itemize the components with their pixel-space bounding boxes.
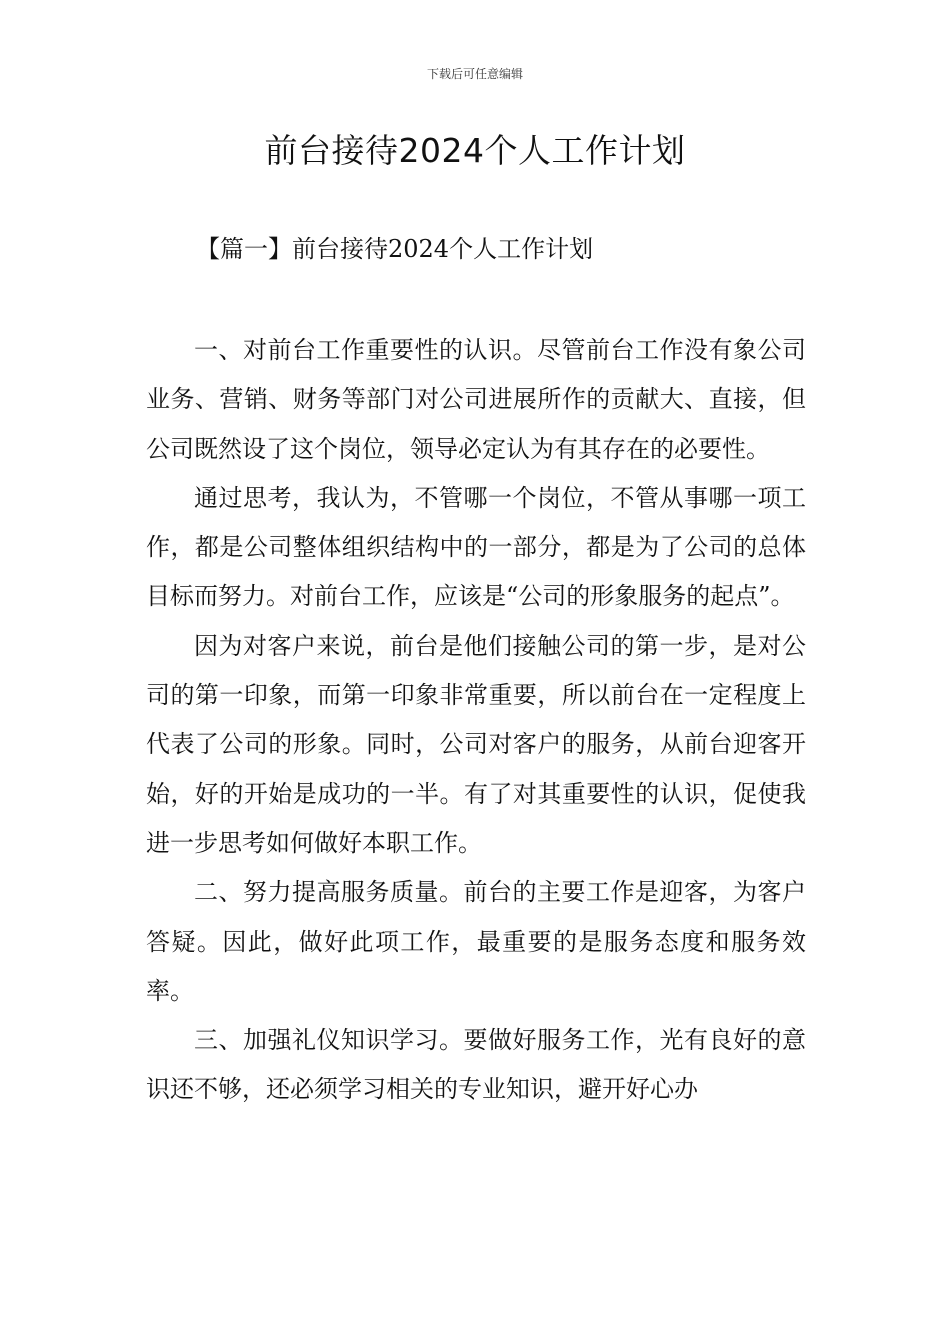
paragraph-etiquette: 三、加强礼仪知识学习。要做好服务工作，光有良好的意识还不够，还必须学习相关的专业知识，避开好心办 <box>146 1026 806 1104</box>
document-body <box>146 326 806 1115</box>
document-title: 前台接待2024个人工作计划 <box>264 131 686 170</box>
paragraph-reflection: 通过思考，我认为，不管哪一个岗位，不管从事哪一项工作，都是公司整体组织结构中的一部分，都是为了公司的总体目标而努力。对前台工作，应该是“公司的形象服务的起点”。 <box>146 483 806 611</box>
paragraph-importance: 一、对前台工作重要性的认识。尽管前台工作没有象公司业务、营销、财务等部门对公司进展所作的贡献大、直接，但公司既然设了这个岗位，领导必定认为有其存在的必要性。 <box>146 336 806 463</box>
paragraph-first-impression: 因为对客户来说，前台是他们接触公司的第一步，是对公司的第一印象，而第一印象非常重要，所以前台在一定程度上代表了公司的形象。同时，公司对客户的服务，从前台迎客开始，好的开始是成功的一半。有了对其重要性的认识，促使我进一步思考如何做好本职工作。 <box>146 631 806 857</box>
section-heading: 【篇一】前台接待2024个人工作计划 <box>196 235 594 263</box>
paragraph-service-quality: 二、努力提高服务质量。前台的主要工作是迎客，为客户答疑。因此，做好此项工作，最重要的是服务态度和服务效率。 <box>146 878 806 1005</box>
page-header-note: 下载后可任意编辑 <box>426 67 523 81</box>
